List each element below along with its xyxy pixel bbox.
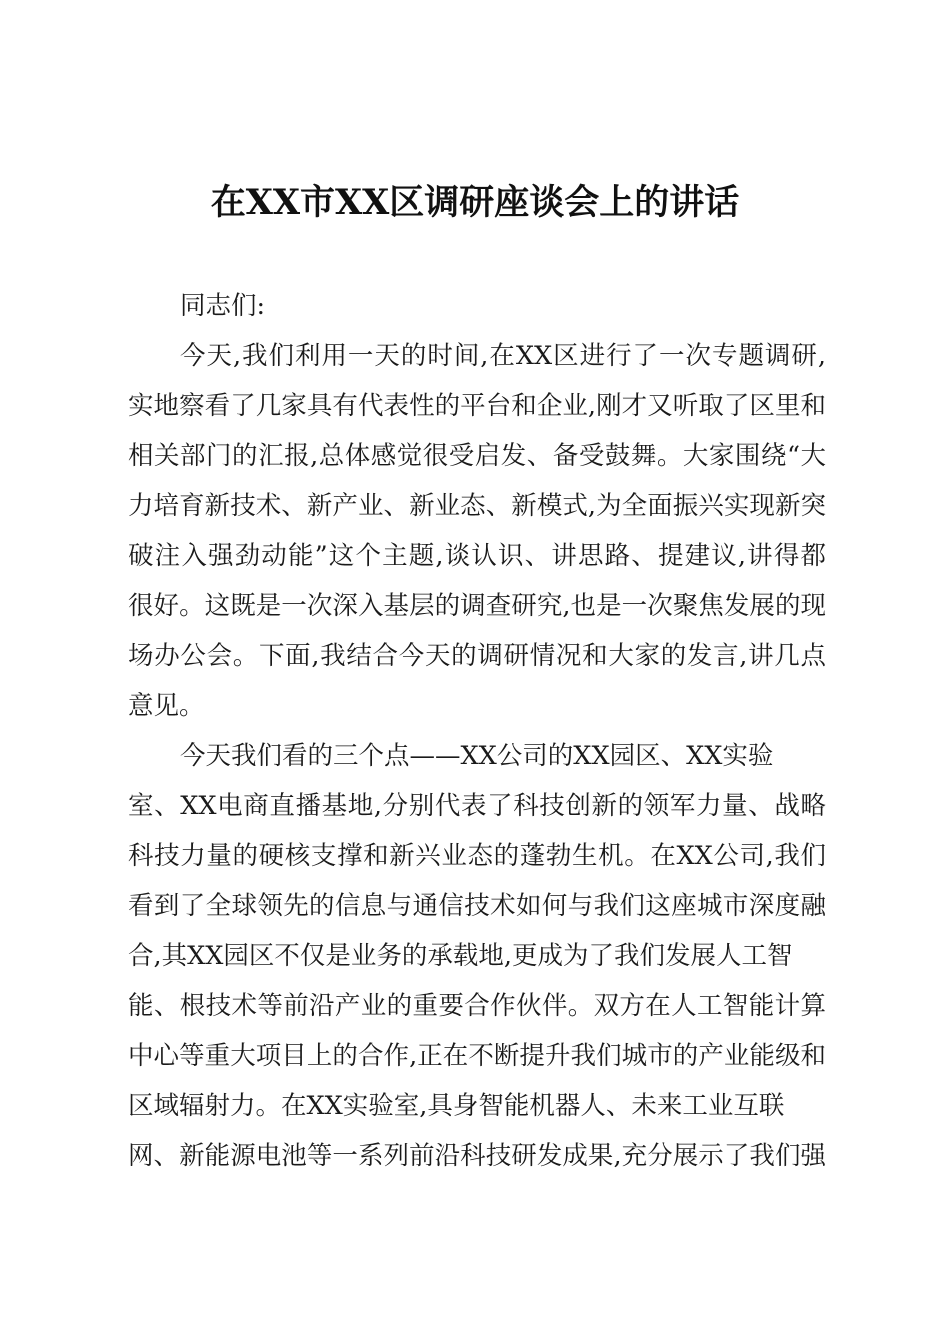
paragraph-2-line-3: 科技力量的硬核支撑和新兴业态的蓬勃生机。在XX公司,我们 (128, 841, 826, 871)
paragraph-1-line-1: 今天,我们利用一天的时间,在XX区进行了一次专题调研, (180, 341, 826, 371)
paragraph-1-line-5: 破注入强劲动能”这个主题,谈认识、讲思路、提建议,讲得都 (128, 541, 826, 571)
paragraph-2-line-7: 中心等重大项目上的合作,正在不断提升我们城市的产业能级和 (128, 1041, 826, 1071)
paragraph-2-line-6: 能、根技术等前沿产业的重要合作伙伴。双方在人工智能计算 (128, 991, 826, 1021)
paragraph-1-line-7: 场办公会。下面,我结合今天的调研情况和大家的发言,讲几点 (128, 641, 826, 671)
paragraph-1-line-6: 很好。这既是一次深入基层的调查研究,也是一次聚焦发展的现 (128, 591, 826, 621)
paragraph-1-line-2: 实地察看了几家具有代表性的平台和企业,刚才又听取了区里和 (128, 391, 826, 421)
paragraph-2-line-5: 合,其XX园区不仅是业务的承载地,更成为了我们发展人工智 (128, 941, 793, 971)
paragraph-2-line-1: 今天我们看的三个点——XX公司的XX园区、XX实验 (180, 741, 774, 771)
document-title: 在XX市XX区调研座谈会上的讲话 (210, 182, 740, 223)
paragraph-1-line-4: 力培育新技术、新产业、新业态、新模式,为全面振兴实现新突 (128, 491, 826, 521)
paragraph-2-line-2: 室、XX电商直播基地,分别代表了科技创新的领军力量、战略 (128, 791, 826, 821)
paragraph-2-line-8: 区域辐射力。在XX实验室,具身智能机器人、未来工业互联 (128, 1091, 785, 1121)
salutation-line: 同志们: (180, 291, 266, 321)
paragraph-2-line-4: 看到了全球领先的信息与通信技术如何与我们这座城市深度融 (128, 891, 826, 921)
paragraph-1-line-3: 相关部门的汇报,总体感觉很受启发、备受鼓舞。大家围绕“大 (128, 441, 826, 471)
paragraph-1-line-8: 意见。 (128, 691, 205, 721)
paragraph-2-line-9: 网、新能源电池等一系列前沿科技研发成果,充分展示了我们强 (128, 1141, 826, 1171)
